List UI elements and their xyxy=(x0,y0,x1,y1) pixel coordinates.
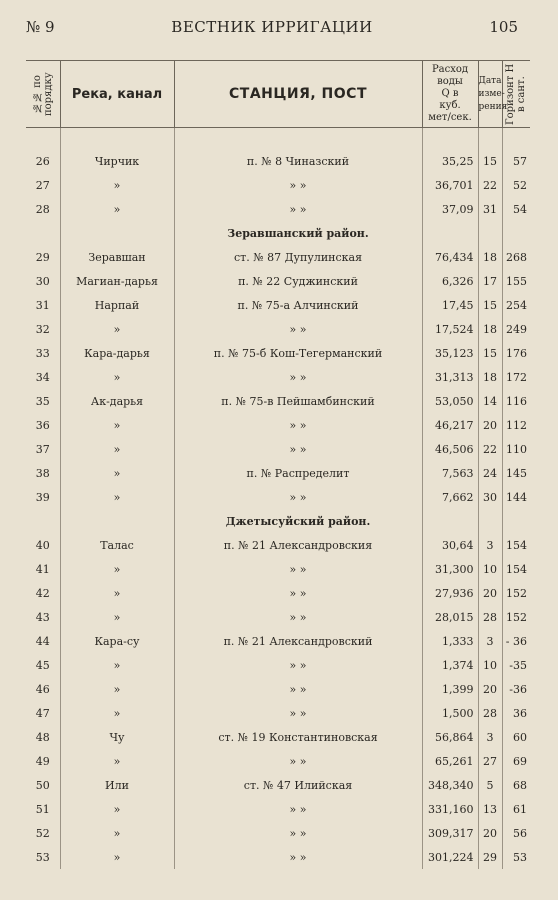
station-cell: » » xyxy=(174,605,422,629)
col-header-number: №№ по порядку xyxy=(26,61,60,128)
table-row xyxy=(26,677,530,701)
river-cell: » xyxy=(60,461,174,485)
river-cell: » xyxy=(60,845,174,869)
river-cell: » xyxy=(60,581,174,605)
river-cell: Кара-дарья xyxy=(60,341,174,365)
level-cell: 172 xyxy=(502,365,530,389)
date-cell: 13 xyxy=(478,797,502,821)
row-number: 44 xyxy=(26,629,60,653)
discharge-cell: 17,45 xyxy=(422,293,478,317)
level-cell: 249 xyxy=(502,317,530,341)
table-row xyxy=(26,533,530,557)
station-cell: » » xyxy=(174,677,422,701)
date-cell: 15 xyxy=(478,293,502,317)
date-cell: 28 xyxy=(478,605,502,629)
discharge-cell: 30,64 xyxy=(422,533,478,557)
river-cell: » xyxy=(60,749,174,773)
river-cell: » xyxy=(60,701,174,725)
date-cell: 30 xyxy=(478,485,502,509)
date-cell: 20 xyxy=(478,413,502,437)
col-header-station: СТАНЦИЯ, ПОСТ xyxy=(174,61,422,128)
empty-cell xyxy=(26,221,60,245)
river-cell: Ак-дарья xyxy=(60,389,174,413)
empty-cell xyxy=(502,221,530,245)
empty-cell xyxy=(422,509,478,533)
table-row xyxy=(26,557,530,581)
level-cell: 254 xyxy=(502,293,530,317)
discharge-cell: 301,224 xyxy=(422,845,478,869)
river-cell: » xyxy=(60,197,174,221)
row-number: 47 xyxy=(26,701,60,725)
table-row xyxy=(26,197,530,221)
row-number: 53 xyxy=(26,845,60,869)
row-number: 38 xyxy=(26,461,60,485)
row-number: 41 xyxy=(26,557,60,581)
row-number: 39 xyxy=(26,485,60,509)
discharge-cell: 309,317 xyxy=(422,821,478,845)
river-cell: » xyxy=(60,797,174,821)
row-number: 32 xyxy=(26,317,60,341)
level-cell: 60 xyxy=(502,725,530,749)
table-row xyxy=(26,485,530,509)
table-row xyxy=(26,437,530,461)
row-number: 35 xyxy=(26,389,60,413)
section-row xyxy=(26,221,530,245)
discharge-cell: 28,015 xyxy=(422,605,478,629)
station-cell: п. № 21 Александровский xyxy=(174,629,422,653)
row-number: 28 xyxy=(26,197,60,221)
station-cell: » » xyxy=(174,797,422,821)
river-cell: » xyxy=(60,437,174,461)
table-row xyxy=(26,629,530,653)
level-cell: 52 xyxy=(502,173,530,197)
row-number: 40 xyxy=(26,533,60,557)
page-header xyxy=(26,18,518,38)
river-cell: Чирчик xyxy=(60,149,174,173)
discharge-cell: 348,340 xyxy=(422,773,478,797)
station-cell: » » xyxy=(174,437,422,461)
date-cell: 10 xyxy=(478,557,502,581)
section-title: Джетысуйский район. xyxy=(174,509,422,533)
empty-cell xyxy=(26,509,60,533)
table-row xyxy=(26,581,530,605)
col-header-river: Река, канал xyxy=(60,61,174,128)
date-cell: 18 xyxy=(478,245,502,269)
table-row xyxy=(26,797,530,821)
discharge-cell: 7,662 xyxy=(422,485,478,509)
date-cell: 22 xyxy=(478,437,502,461)
row-number: 51 xyxy=(26,797,60,821)
section-title: Зеравшанский район. xyxy=(174,221,422,245)
table-row xyxy=(26,245,530,269)
discharge-cell: 27,936 xyxy=(422,581,478,605)
station-cell: » » xyxy=(174,845,422,869)
table-row xyxy=(26,845,530,869)
discharge-cell: 37,09 xyxy=(422,197,478,221)
river-cell: Кара-су xyxy=(60,629,174,653)
journal-title: ВЕСТНИК ИРРИГАЦИИ xyxy=(171,18,373,36)
level-cell: 154 xyxy=(502,557,530,581)
level-cell: 152 xyxy=(502,605,530,629)
station-cell: п. № 8 Чиназский xyxy=(174,149,422,173)
station-cell: » » xyxy=(174,653,422,677)
level-cell: 110 xyxy=(502,437,530,461)
discharge-cell: 56,864 xyxy=(422,725,478,749)
table-row xyxy=(26,701,530,725)
row-number: 29 xyxy=(26,245,60,269)
date-cell: 15 xyxy=(478,341,502,365)
level-cell: 145 xyxy=(502,461,530,485)
river-cell: » xyxy=(60,173,174,197)
table-row xyxy=(26,413,530,437)
date-cell: 3 xyxy=(478,725,502,749)
discharge-table xyxy=(26,60,530,869)
station-cell: » » xyxy=(174,821,422,845)
station-cell: п. № Распределит xyxy=(174,461,422,485)
station-cell: » » xyxy=(174,173,422,197)
river-cell: Магиан-дарья xyxy=(60,269,174,293)
table-row xyxy=(26,725,530,749)
date-cell: 18 xyxy=(478,365,502,389)
empty-cell xyxy=(60,509,174,533)
spacer-row xyxy=(26,128,530,150)
level-cell: 53 xyxy=(502,845,530,869)
station-cell: » » xyxy=(174,197,422,221)
discharge-cell: 1,399 xyxy=(422,677,478,701)
table-body xyxy=(26,128,530,870)
table-row xyxy=(26,605,530,629)
station-cell: ст. № 87 Дупулинская xyxy=(174,245,422,269)
date-cell: 28 xyxy=(478,701,502,725)
table-row xyxy=(26,173,530,197)
date-cell: 27 xyxy=(478,749,502,773)
station-cell: » » xyxy=(174,317,422,341)
discharge-cell: 7,563 xyxy=(422,461,478,485)
river-cell: » xyxy=(60,653,174,677)
row-number: 43 xyxy=(26,605,60,629)
station-cell: » » xyxy=(174,365,422,389)
row-number: 34 xyxy=(26,365,60,389)
river-cell: » xyxy=(60,317,174,341)
date-cell: 3 xyxy=(478,629,502,653)
station-cell: ст. № 19 Константиновская xyxy=(174,725,422,749)
station-cell: » » xyxy=(174,701,422,725)
discharge-cell: 53,050 xyxy=(422,389,478,413)
empty-cell xyxy=(60,221,174,245)
table-row xyxy=(26,341,530,365)
discharge-cell: 36,701 xyxy=(422,173,478,197)
station-cell: п. № 75-в Пейшамбинский xyxy=(174,389,422,413)
station-cell: » » xyxy=(174,413,422,437)
date-cell: 22 xyxy=(478,173,502,197)
empty-cell xyxy=(422,221,478,245)
river-cell: » xyxy=(60,365,174,389)
row-number: 50 xyxy=(26,773,60,797)
discharge-cell: 17,524 xyxy=(422,317,478,341)
level-cell: 116 xyxy=(502,389,530,413)
discharge-cell: 76,434 xyxy=(422,245,478,269)
river-cell: » xyxy=(60,605,174,629)
table-row xyxy=(26,773,530,797)
col-header-discharge: Расход воды Q в куб. мет/сек. xyxy=(422,61,478,128)
discharge-cell: 46,506 xyxy=(422,437,478,461)
table-header-row xyxy=(26,61,530,128)
station-cell: ст. № 47 Илийская xyxy=(174,773,422,797)
section-row xyxy=(26,509,530,533)
row-number: 45 xyxy=(26,653,60,677)
discharge-cell: 331,160 xyxy=(422,797,478,821)
river-cell: » xyxy=(60,557,174,581)
discharge-cell: 6,326 xyxy=(422,269,478,293)
row-number: 26 xyxy=(26,149,60,173)
row-number: 31 xyxy=(26,293,60,317)
level-cell: 61 xyxy=(502,797,530,821)
row-number: 52 xyxy=(26,821,60,845)
station-cell: » » xyxy=(174,485,422,509)
discharge-cell: 35,25 xyxy=(422,149,478,173)
river-cell: Зеравшан xyxy=(60,245,174,269)
empty-cell xyxy=(502,509,530,533)
row-number: 33 xyxy=(26,341,60,365)
date-cell: 20 xyxy=(478,581,502,605)
date-cell: 31 xyxy=(478,197,502,221)
station-cell: п. № 75-а Алчинский xyxy=(174,293,422,317)
level-cell: 176 xyxy=(502,341,530,365)
river-cell: Талас xyxy=(60,533,174,557)
level-cell: 155 xyxy=(502,269,530,293)
level-cell: 57 xyxy=(502,149,530,173)
col-header-date: Дата изме- рения xyxy=(478,61,502,128)
river-cell: » xyxy=(60,677,174,701)
table-row xyxy=(26,317,530,341)
issue-number: № 9 xyxy=(26,18,55,36)
discharge-cell: 1,500 xyxy=(422,701,478,725)
level-cell: 144 xyxy=(502,485,530,509)
date-cell: 18 xyxy=(478,317,502,341)
station-cell: » » xyxy=(174,557,422,581)
river-cell: » xyxy=(60,821,174,845)
station-cell: » » xyxy=(174,581,422,605)
date-cell: 17 xyxy=(478,269,502,293)
col-header-level: Горизонт Н в сант. xyxy=(502,61,530,128)
river-cell: » xyxy=(60,485,174,509)
table-row xyxy=(26,653,530,677)
table-row xyxy=(26,461,530,485)
level-cell: 56 xyxy=(502,821,530,845)
level-cell: 154 xyxy=(502,533,530,557)
date-cell: 10 xyxy=(478,653,502,677)
station-cell: п. № 22 Суджинский xyxy=(174,269,422,293)
discharge-cell: 46,217 xyxy=(422,413,478,437)
station-cell: » » xyxy=(174,749,422,773)
empty-cell xyxy=(478,221,502,245)
table-row xyxy=(26,389,530,413)
river-cell: Нарпай xyxy=(60,293,174,317)
river-cell: » xyxy=(60,413,174,437)
river-cell: Или xyxy=(60,773,174,797)
level-cell: -36 xyxy=(502,677,530,701)
date-cell: 20 xyxy=(478,821,502,845)
level-cell: 68 xyxy=(502,773,530,797)
station-cell: п. № 75-б Кош-Тегерманский xyxy=(174,341,422,365)
discharge-cell: 1,333 xyxy=(422,629,478,653)
table-row xyxy=(26,821,530,845)
date-cell: 15 xyxy=(478,149,502,173)
discharge-cell: 31,313 xyxy=(422,365,478,389)
table-row xyxy=(26,293,530,317)
level-cell: 152 xyxy=(502,581,530,605)
page-number: 105 xyxy=(489,18,518,36)
table-row xyxy=(26,269,530,293)
table-row xyxy=(26,149,530,173)
row-number: 37 xyxy=(26,437,60,461)
river-cell: Чу xyxy=(60,725,174,749)
discharge-cell: 1,374 xyxy=(422,653,478,677)
date-cell: 5 xyxy=(478,773,502,797)
row-number: 48 xyxy=(26,725,60,749)
table-row xyxy=(26,749,530,773)
level-cell: 54 xyxy=(502,197,530,221)
row-number: 46 xyxy=(26,677,60,701)
row-number: 27 xyxy=(26,173,60,197)
level-cell: 112 xyxy=(502,413,530,437)
date-cell: 24 xyxy=(478,461,502,485)
station-cell: п. № 21 Александровския xyxy=(174,533,422,557)
row-number: 36 xyxy=(26,413,60,437)
date-cell: 20 xyxy=(478,677,502,701)
row-number: 30 xyxy=(26,269,60,293)
discharge-cell: 35,123 xyxy=(422,341,478,365)
date-cell: 14 xyxy=(478,389,502,413)
discharge-cell: 65,261 xyxy=(422,749,478,773)
level-cell: 268 xyxy=(502,245,530,269)
row-number: 49 xyxy=(26,749,60,773)
empty-cell xyxy=(478,509,502,533)
level-cell: 69 xyxy=(502,749,530,773)
row-number: 42 xyxy=(26,581,60,605)
date-cell: 29 xyxy=(478,845,502,869)
level-cell: 36 xyxy=(502,701,530,725)
table-row xyxy=(26,365,530,389)
date-cell: 3 xyxy=(478,533,502,557)
discharge-cell: 31,300 xyxy=(422,557,478,581)
level-cell: - 36 xyxy=(502,629,530,653)
level-cell: -35 xyxy=(502,653,530,677)
